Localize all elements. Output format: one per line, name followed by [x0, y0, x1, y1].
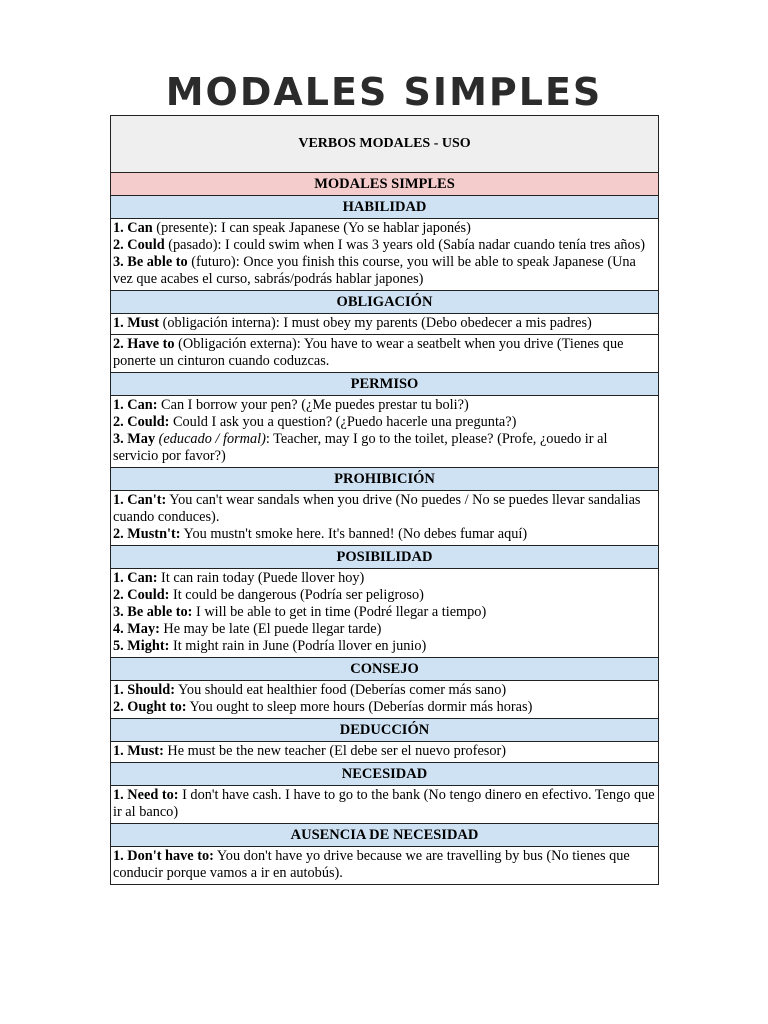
section-body-habilidad — [111, 219, 658, 291]
list-item: 4. May: He may be late (El puede llegar tarde) — [113, 621, 382, 637]
table-subheader: MODALES SIMPLES — [111, 173, 658, 196]
list-item: 1. Must: He must be the new teacher (El debe ser el nuevo profesor) — [113, 743, 507, 759]
section-heading-consejo: CONSEJO — [111, 658, 658, 681]
list-item: 1. Should: You should eat healthier food (Deberías comer más sano) — [113, 682, 507, 698]
section-heading-posibilidad: POSIBILIDAD — [111, 546, 658, 569]
list-item: 1. Must (obligación interna): I must obey my parents (Debo obedecer a mis padres) — [113, 315, 592, 331]
section-body-consejo — [111, 681, 658, 719]
section-heading-habilidad: HABILIDAD — [111, 196, 658, 219]
section-body-ausencia — [111, 847, 658, 884]
list-item: 3. May (educado / formal): Teacher, may I go to the toilet, please? (Profe, ¿ouedo ir al servicio por favor?) — [113, 431, 608, 464]
modal-verbs-table — [110, 115, 659, 885]
list-item: 1. Can (presente): I can speak Japanese (Yo se hablar japonés) — [113, 220, 471, 236]
section-heading-ausencia: AUSENCIA DE NECESIDAD — [111, 824, 658, 847]
section-heading-permiso: PERMISO — [111, 373, 658, 396]
section-heading-prohibicion: PROHIBICIÓN — [111, 468, 658, 491]
list-item: 1. Don't have to: You don't have yo drive because we are travelling by bus (No tienes que conducir porque vamos a ir en autobús). — [113, 848, 630, 881]
list-item: 5. Might: It might rain in June (Podría llover en junio) — [113, 638, 427, 654]
section-body-deduccion — [111, 742, 658, 763]
table-header-label: VERBOS MODALES - USO — [298, 136, 471, 151]
section-heading-obligacion: OBLIGACIÓN — [111, 291, 658, 314]
section-body-necesidad — [111, 786, 658, 824]
section-body-obligacion-2 — [111, 335, 658, 373]
list-item: 1. Can't: You can't wear sandals when you drive (No puedes / No se puedes llevar sandalias cuando conduces). — [113, 492, 641, 525]
list-item: 2. Could: It could be dangerous (Podría ser peligroso) — [113, 587, 424, 603]
list-item: 2. Mustn't: You mustn't smoke here. It's banned! (No debes fumar aquí) — [113, 526, 528, 542]
section-heading-necesidad: NECESIDAD — [111, 763, 658, 786]
section-body-permiso — [111, 396, 658, 468]
page-title: MODALES SIMPLES — [165, 70, 603, 114]
list-item: 1. Can: It can rain today (Puede llover hoy) — [113, 570, 365, 586]
list-item: 2. Ought to: You ought to sleep more hours (Deberías dormir más horas) — [113, 699, 533, 715]
section-body-obligacion-1 — [111, 314, 658, 335]
list-item: 3. Be able to (futuro): Once you finish this course, you will be able to speak Japanese (Una vez que acabes el curso, sabrás/podrás hablar japones) — [113, 254, 636, 287]
list-item: 2. Could: Could I ask you a question? (¿Puedo hacerle una pregunta?) — [113, 414, 517, 430]
list-item: 3. Be able to: I will be able to get in time (Podré llegar a tiempo) — [113, 604, 487, 620]
section-body-posibilidad — [111, 569, 658, 658]
section-heading-deduccion: DEDUCCIÓN — [111, 719, 658, 742]
list-item: 2. Could (pasado): I could swim when I was 3 years old (Sabía nadar cuando tenía tres años) — [113, 237, 646, 253]
section-body-prohibicion — [111, 491, 658, 546]
list-item: 1. Need to: I don't have cash. I have to go to the bank (No tengo dinero en efectivo. Tengo que ir al banco) — [113, 787, 655, 820]
list-item: 2. Have to (Obligación externa): You have to wear a seatbelt when you drive (Tienes que ponerte un cinturon cuando coduzcas. — [113, 336, 624, 369]
list-item: 1. Can: Can I borrow your pen? (¿Me puedes prestar tu boli?) — [113, 397, 469, 413]
table-header — [111, 116, 658, 173]
